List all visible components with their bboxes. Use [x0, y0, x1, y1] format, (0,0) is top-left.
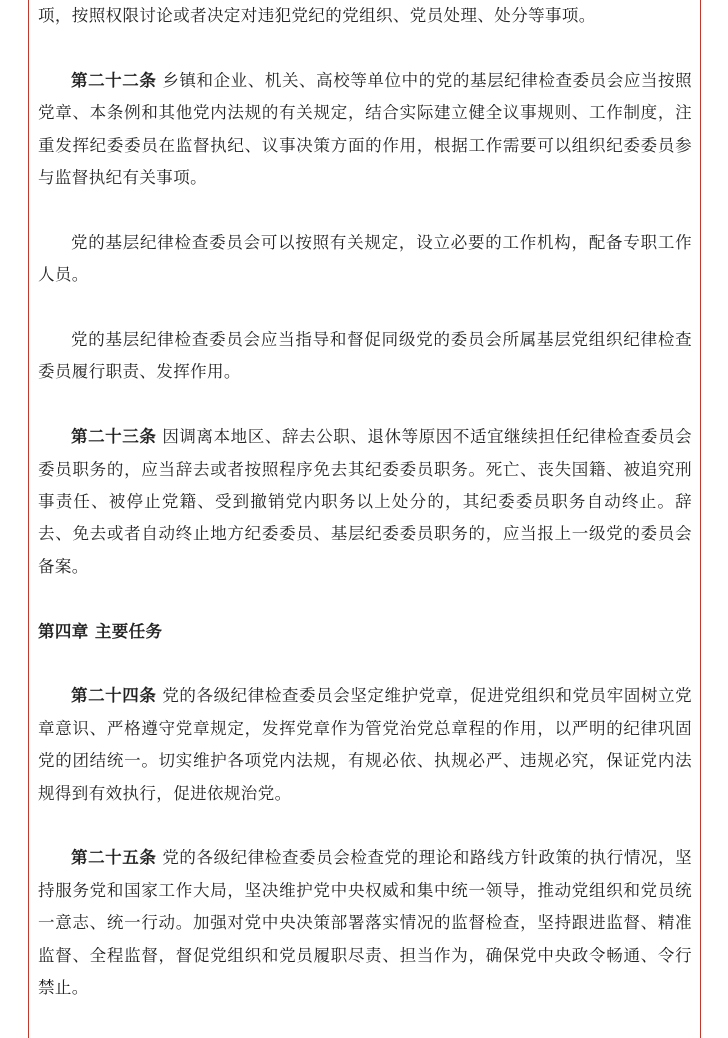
paragraph — [38, 227, 692, 292]
paragraph-text: 党的基层纪律检查委员会可以按照有关规定，设立必要的工作机构，配备专职工作人员。 — [38, 232, 692, 285]
article-text: 党的各级纪律检查委员会坚定维护党章，促进党组织和党员牢固树立党章意识、严格遵守党章规定，发挥党章作为管党治党总章程的作用，以严明的纪律巩固党的团结统一。切实维护各项党内法规，有规必依、执规必严、违规必究，保证党内法规得到有效执行，促进依规治党。 — [38, 686, 692, 803]
paragraph-text: 党的基层纪律检查委员会应当指导和督促同级党的委员会所属基层党组织纪律检查委员履行职责、发挥作用。 — [38, 330, 692, 382]
article-23 — [38, 421, 692, 583]
article-text: 乡镇和企业、机关、高校等单位中的党的基层纪律检查委员会应当按照党章、本条例和其他党内法规的有关规定，结合实际建立健全议事规则、工作制度，注重发挥纪委委员在监督执纪、议事决策方面的作用，根据工作需要可以组织纪委委员参与监督执纪有关事项。 — [38, 70, 692, 188]
article-number: 第二十四条 — [71, 686, 157, 706]
article-number: 第二十五条 — [71, 848, 157, 868]
document-body — [38, 0, 692, 1004]
article-25 — [38, 842, 692, 1004]
paragraph — [38, 324, 692, 389]
paragraph-continuation — [38, 0, 692, 32]
article-text: 因调离本地区、辞去公职、退休等原因不适宜继续担任纪律检查委员会委员职务的，应当辞去或者按照程序免去其纪委委员职务。死亡、丧失国籍、被追究刑事责任、被停止党籍、受到撤销党内职务以上处分的，其纪委委员职务自动终止。辞去、免去或者自动终止地方纪委委员、基层纪委委员职务的，应当报上一级党的委员会备案。 — [38, 427, 692, 576]
article-22 — [38, 65, 692, 195]
paragraph-text: 项，按照权限讨论或者决定对违犯党纪的党组织、党员处理、处分等事项。 — [38, 6, 596, 25]
chapter-heading: 第四章 主要任务 — [38, 621, 163, 641]
article-number: 第二十二条 — [71, 70, 157, 90]
article-24 — [38, 680, 692, 810]
article-number: 第二十三条 — [71, 427, 157, 447]
article-text: 党的各级纪律检查委员会检查党的理论和路线方针政策的执行情况，坚持服务党和国家工作大局，坚决维护党中央权威和集中统一领导，推动党组织和党员统一意志、统一行动。加强对党中央决策部署落实情况的监督检查，坚持跟进监督、精准监督、全程监督，督促党组织和党员履职尽责、担当作为，确保党中央政令畅通、令行禁止。 — [38, 848, 692, 998]
